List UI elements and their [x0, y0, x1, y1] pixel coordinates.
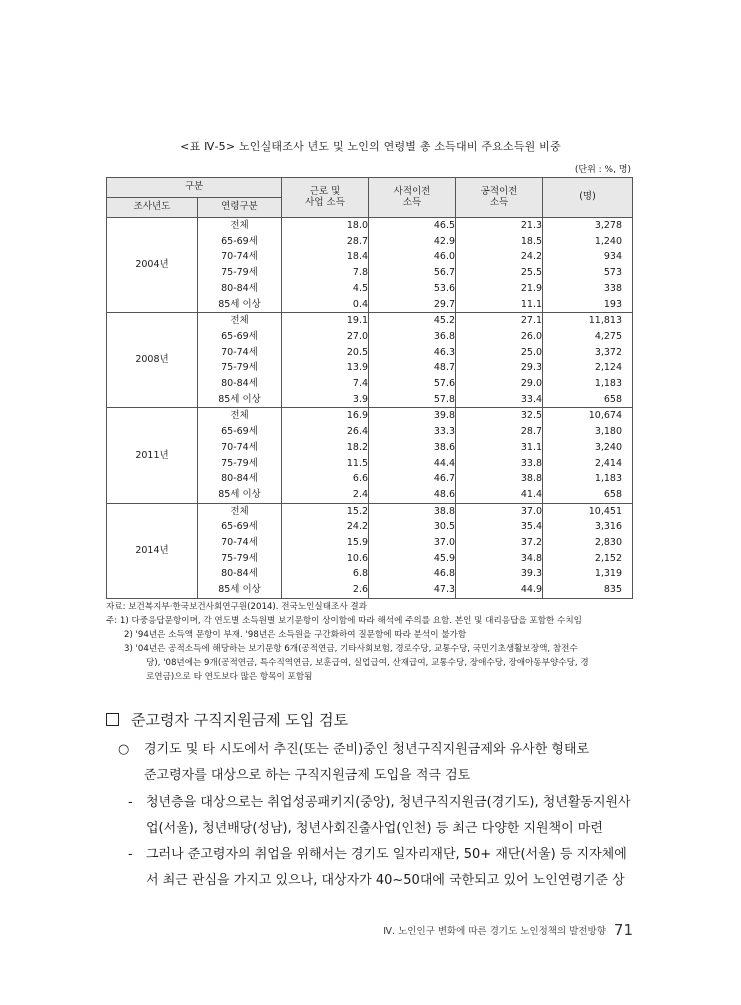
private-transfer-cell: 53.6	[369, 281, 456, 297]
count-cell: 11,813	[543, 313, 633, 329]
work-income-cell: 3.9	[282, 392, 369, 408]
age-cell: 70-74세	[198, 440, 282, 456]
public-transfer-cell: 18.5	[456, 234, 543, 250]
note-3b: 당), '08년에는 9개(공적연금, 특수직역연금, 보훈급여, 실업급여, 산재급여, 교통수당, 장애수당, 장애아동부양수당, 경	[146, 658, 589, 668]
count-cell: 2,124	[543, 360, 633, 376]
private-transfer-cell: 42.9	[369, 234, 456, 250]
public-transfer-cell: 24.2	[456, 249, 543, 265]
table-row	[107, 503, 633, 519]
footer-chapter: Ⅳ. 노인인구 변화에 따른 경기도 노인정책의 발전방향	[383, 926, 606, 937]
note-source: 자료: 보건복지부·한국보건사회연구원(2014). 전국노인실태조사 결과	[106, 602, 367, 612]
public-transfer-cell: 38.8	[456, 471, 543, 487]
work-income-cell: 7.4	[282, 376, 369, 392]
section-title: 준고령자 구직지원금제 도입 검토	[131, 711, 349, 729]
count-cell: 934	[543, 249, 633, 265]
private-transfer-cell: 46.8	[369, 566, 456, 582]
note-3c: 로연금)으로 타 연도보다 많은 항목이 포함됨	[146, 672, 313, 682]
count-cell: 1,183	[543, 376, 633, 392]
work-income-cell: 16.9	[282, 408, 369, 424]
public-transfer-cell: 25.0	[456, 345, 543, 361]
public-transfer-cell: 41.4	[456, 487, 543, 503]
public-transfer-cell: 28.7	[456, 424, 543, 440]
dash-bullet: -	[128, 847, 133, 862]
dash-bullet: -	[128, 795, 133, 810]
header-private-transfer	[369, 178, 456, 218]
private-transfer-cell: 46.3	[369, 345, 456, 361]
work-income-cell: 20.5	[282, 345, 369, 361]
age-cell: 80-84세	[198, 281, 282, 297]
work-income-cell: 6.6	[282, 471, 369, 487]
header-public-transfer	[456, 178, 543, 218]
work-income-cell: 18.4	[282, 249, 369, 265]
age-cell: 80-84세	[198, 471, 282, 487]
public-transfer-cell: 37.0	[456, 503, 543, 519]
age-cell: 75-79세	[198, 265, 282, 281]
paragraph-2	[128, 790, 648, 842]
p3-line1: 그러나 준고령자의 취업을 위해서는 경기도 일자리재단, 50+ 재단(서울) 등 지자체에	[146, 847, 627, 862]
public-transfer-cell: 37.2	[456, 535, 543, 551]
age-cell: 85세 이상	[198, 582, 282, 598]
note-3a: 3) '04년은 공적소득에 해당하는 보기문항 6개(공적연금, 기타사회보험, 경로수당, 교통수당, 국민기초생활보장액, 참전수	[124, 644, 578, 654]
count-cell: 3,372	[543, 345, 633, 361]
work-income-cell: 10.6	[282, 551, 369, 567]
private-transfer-cell: 33.3	[369, 424, 456, 440]
age-cell: 전체	[198, 408, 282, 424]
private-transfer-cell: 44.4	[369, 456, 456, 472]
header-age: 연령구분	[198, 198, 282, 218]
private-transfer-cell: 48.6	[369, 487, 456, 503]
work-income-cell: 6.8	[282, 566, 369, 582]
age-cell: 80-84세	[198, 376, 282, 392]
year-cell: 2004년	[107, 218, 198, 313]
count-cell: 10,451	[543, 503, 633, 519]
private-transfer-cell: 37.0	[369, 535, 456, 551]
private-transfer-cell: 48.7	[369, 360, 456, 376]
age-cell: 65-69세	[198, 234, 282, 250]
age-cell: 80-84세	[198, 566, 282, 582]
private-transfer-cell: 30.5	[369, 519, 456, 535]
table-row	[107, 313, 633, 329]
count-cell: 573	[543, 265, 633, 281]
age-cell: 65-69세	[198, 424, 282, 440]
work-income-cell: 18.2	[282, 440, 369, 456]
header-group: 구분	[107, 178, 282, 198]
count-cell: 3,240	[543, 440, 633, 456]
square-bullet-icon	[106, 713, 119, 726]
count-cell: 1,183	[543, 471, 633, 487]
private-transfer-cell: 45.9	[369, 551, 456, 567]
age-cell: 75-79세	[198, 551, 282, 567]
work-income-cell: 11.5	[282, 456, 369, 472]
count-cell: 1,240	[543, 234, 633, 250]
section-heading	[106, 709, 348, 730]
income-source-table	[106, 177, 633, 599]
public-transfer-cell: 35.4	[456, 519, 543, 535]
work-income-cell: 27.0	[282, 329, 369, 345]
work-income-cell: 15.9	[282, 535, 369, 551]
count-cell: 2,152	[543, 551, 633, 567]
header-private-text: 사적이전 소득	[393, 185, 431, 208]
work-income-cell: 26.4	[282, 424, 369, 440]
p1-line2: 준고령자를 대상으로 하는 구직지원금제 도입을 적극 검토	[144, 768, 471, 783]
work-income-cell: 0.4	[282, 297, 369, 313]
table-caption: <표 Ⅳ-5> 노인실태조사 년도 및 노인의 연령별 총 소득대비 주요소득원 비중	[180, 140, 561, 153]
p3-line2: 서 최근 관심을 가지고 있으나, 대상자가 40~50대에 국한되고 있어 노인연령기준 상	[146, 873, 625, 888]
public-transfer-cell: 27.1	[456, 313, 543, 329]
note-2: 2) '94년은 소득액 문항이 부재. '98년은 소득원을 구간화하여 질문함에 따라 분석이 불가함	[124, 630, 467, 640]
public-transfer-cell: 21.3	[456, 218, 543, 234]
age-cell: 전체	[198, 218, 282, 234]
public-transfer-cell: 44.9	[456, 582, 543, 598]
age-cell: 전체	[198, 313, 282, 329]
public-transfer-cell: 33.8	[456, 456, 543, 472]
header-year: 조사년도	[107, 198, 198, 218]
age-cell: 75-79세	[198, 360, 282, 376]
count-cell: 658	[543, 487, 633, 503]
header-public-text: 공적이전 소득	[480, 185, 518, 208]
age-cell: 70-74세	[198, 345, 282, 361]
private-transfer-cell: 46.7	[369, 471, 456, 487]
header-work-income	[282, 178, 369, 218]
count-cell: 3,316	[543, 519, 633, 535]
count-cell: 10,674	[543, 408, 633, 424]
year-cell: 2011년	[107, 408, 198, 503]
table-body	[107, 218, 633, 599]
year-cell: 2008년	[107, 313, 198, 408]
table-row	[107, 218, 633, 234]
table-row	[107, 408, 633, 424]
count-cell: 3,180	[543, 424, 633, 440]
age-cell: 85세 이상	[198, 297, 282, 313]
table-notes	[106, 600, 636, 684]
note-1: 주: 1) 다중응답문항이며, 각 연도별 소득원별 보기문항이 상이함에 따라 해석에 주의를 요함. 본인 및 대리응답을 포함한 수치임	[106, 616, 582, 626]
unit-label: (단위 : %, 명)	[574, 165, 631, 175]
private-transfer-cell: 38.6	[369, 440, 456, 456]
header-count: (명)	[543, 178, 633, 218]
work-income-cell: 4.5	[282, 281, 369, 297]
private-transfer-cell: 38.8	[369, 503, 456, 519]
age-cell: 전체	[198, 503, 282, 519]
page-footer	[383, 921, 633, 939]
age-cell: 65-69세	[198, 329, 282, 345]
p1-line1: 경기도 및 타 시도에서 추진(또는 준비)중인 청년구직지원금제와 유사한 형태로	[144, 742, 590, 757]
paragraph-3	[128, 842, 648, 894]
count-cell: 193	[543, 297, 633, 313]
p2-line2: 업(서울), 청년배당(성남), 청년사회진출사업(인천) 등 최근 다양한 지원책이 마련	[146, 821, 603, 836]
count-cell: 338	[543, 281, 633, 297]
header-work-text: 근로 및 사업 소득	[305, 185, 345, 208]
count-cell: 3,278	[543, 218, 633, 234]
age-cell: 75-79세	[198, 456, 282, 472]
count-cell: 1,319	[543, 566, 633, 582]
paragraph-1	[118, 737, 658, 789]
public-transfer-cell: 32.5	[456, 408, 543, 424]
public-transfer-cell: 29.0	[456, 376, 543, 392]
work-income-cell: 24.2	[282, 519, 369, 535]
public-transfer-cell: 39.3	[456, 566, 543, 582]
private-transfer-cell: 57.6	[369, 376, 456, 392]
count-cell: 2,414	[543, 456, 633, 472]
age-cell: 70-74세	[198, 535, 282, 551]
private-transfer-cell: 56.7	[369, 265, 456, 281]
age-cell: 70-74세	[198, 249, 282, 265]
public-transfer-cell: 33.4	[456, 392, 543, 408]
private-transfer-cell: 36.8	[369, 329, 456, 345]
age-cell: 85세 이상	[198, 487, 282, 503]
work-income-cell: 7.8	[282, 265, 369, 281]
private-transfer-cell: 39.8	[369, 408, 456, 424]
public-transfer-cell: 34.8	[456, 551, 543, 567]
private-transfer-cell: 46.5	[369, 218, 456, 234]
work-income-cell: 15.2	[282, 503, 369, 519]
private-transfer-cell: 46.0	[369, 249, 456, 265]
work-income-cell: 19.1	[282, 313, 369, 329]
public-transfer-cell: 29.3	[456, 360, 543, 376]
age-cell: 85세 이상	[198, 392, 282, 408]
work-income-cell: 28.7	[282, 234, 369, 250]
public-transfer-cell: 31.1	[456, 440, 543, 456]
public-transfer-cell: 26.0	[456, 329, 543, 345]
public-transfer-cell: 11.1	[456, 297, 543, 313]
private-transfer-cell: 29.7	[369, 297, 456, 313]
work-income-cell: 2.6	[282, 582, 369, 598]
public-transfer-cell: 21.9	[456, 281, 543, 297]
age-cell: 65-69세	[198, 519, 282, 535]
count-cell: 835	[543, 582, 633, 598]
p2-line1: 청년층을 대상으로는 취업성공패키지(중앙), 청년구직지원금(경기도), 청년활동지원사	[146, 795, 631, 810]
circle-bullet-icon: ○	[118, 742, 130, 757]
count-cell: 658	[543, 392, 633, 408]
page-number: 71	[613, 921, 633, 939]
year-cell: 2014년	[107, 503, 198, 598]
count-cell: 4,275	[543, 329, 633, 345]
private-transfer-cell: 57.8	[369, 392, 456, 408]
private-transfer-cell: 47.3	[369, 582, 456, 598]
work-income-cell: 2.4	[282, 487, 369, 503]
private-transfer-cell: 45.2	[369, 313, 456, 329]
public-transfer-cell: 25.5	[456, 265, 543, 281]
work-income-cell: 18.0	[282, 218, 369, 234]
work-income-cell: 13.9	[282, 360, 369, 376]
count-cell: 2,830	[543, 535, 633, 551]
